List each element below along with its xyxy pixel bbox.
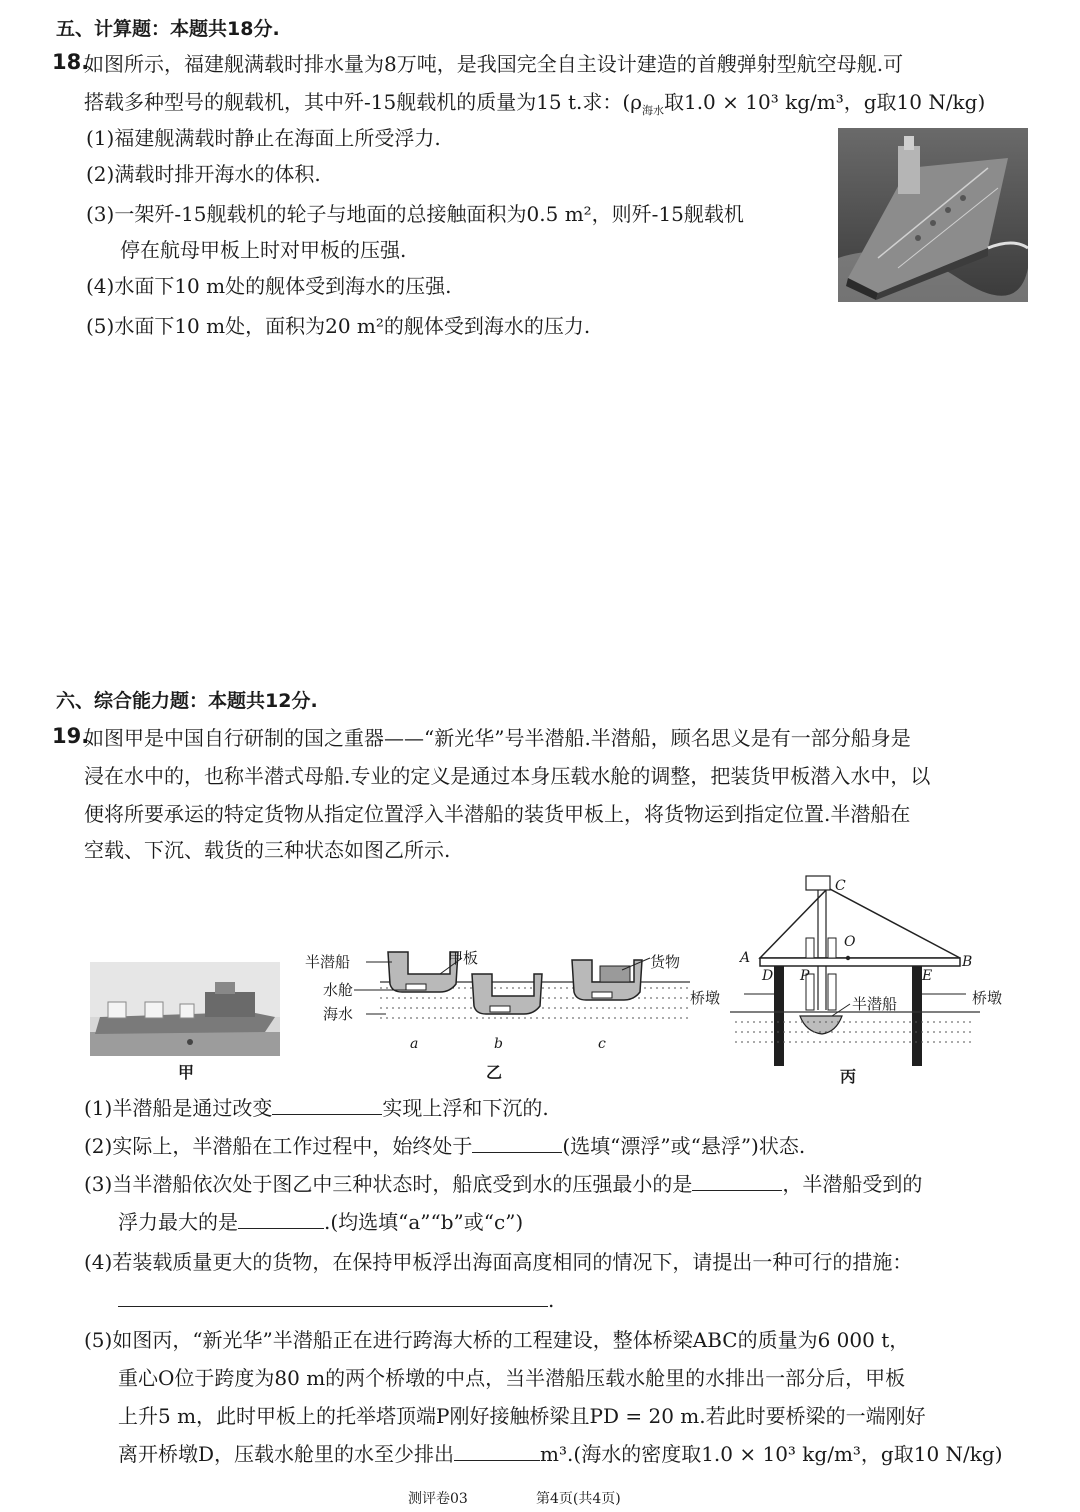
- q19-stem-line4: 空载、下沉、载货的三种状态如图乙所示.: [84, 838, 451, 862]
- q19-stem-line2: 浸在水中的，也称半潜式母船.专业的定义是通过本身压载水舱的调整，把装货甲板潜入水中，以: [84, 764, 931, 788]
- bridge-label-b: B: [962, 954, 973, 970]
- q18-part1: (1)福建舰满载时静止在海面上所受浮力.: [86, 126, 441, 150]
- bridge-diagram: [730, 870, 1030, 1070]
- footer-page-number: 第4页(共4页): [536, 1491, 621, 1507]
- answer-blank-3a[interactable]: [692, 1168, 782, 1191]
- state-label-b: b: [494, 1036, 503, 1052]
- q18-number: 18.: [52, 50, 90, 74]
- q18-stem-line2: 搭载多种型号的舰载机，其中歼-15舰载机的质量为15 t.求：($\rho_{海水}$取1.0 × 10³ kg/m³，g取10 N/kg): [84, 90, 986, 117]
- q18-part4: (4)水面下10 m处的舰体受到海水的压强.: [86, 274, 452, 298]
- right-pier: [912, 966, 922, 1066]
- left-pier: [774, 966, 784, 1066]
- label-water-tank: 水舱: [323, 981, 354, 999]
- q19-part3-line1: (3)当半潜船依次处于图乙中三种状态时，船底受到水的压强最小的是 ，半潜船受到的: [84, 1166, 922, 1202]
- semi-submersible-ship-photo: [90, 962, 280, 1056]
- q19-part4-line2: .: [118, 1282, 554, 1318]
- answer-blank-4[interactable]: [118, 1284, 548, 1307]
- q19-number: 19.: [52, 724, 90, 748]
- section-6-title: 六、综合能力题：本题共12分.: [56, 690, 318, 712]
- q19-part5-line2: 重心O位于跨度为80 m的两个桥墩的中点，当半潜船压载水舱里的水排出一部分后，甲板: [118, 1366, 906, 1390]
- q18-part2: (2)满载时排开海水的体积.: [86, 162, 321, 186]
- q19-part5-line4: 离开桥墩D，压载水舱里的水至少排出 m³.(海水的密度取1.0 × 10³ kg/m³，g取10 N/kg): [118, 1436, 1003, 1472]
- centroid-point-o: [846, 956, 850, 960]
- label-deck: 甲板: [448, 949, 479, 967]
- q19-stem-line1: 如图甲是中国自行研制的国之重器——“新光华”号半潜船.半潜船，顾名思义是有一部分船身是: [84, 726, 911, 750]
- footer-paper-id: 测评卷03: [408, 1491, 468, 1507]
- figure-bing-caption: 丙: [840, 1067, 857, 1086]
- state-label-a: a: [410, 1036, 419, 1052]
- q19-part5-line1: (5)如图丙，“新光华”半潜船正在进行跨海大桥的工程建设，整体桥梁ABC的质量为6 000 t，: [84, 1328, 910, 1352]
- bridge-label-e: E: [922, 968, 933, 984]
- bridge-label-p: P: [800, 968, 810, 984]
- label-seawater: 海水: [323, 1005, 354, 1023]
- q18-part3-line2: 停在航母甲板上时对甲板的压强.: [120, 238, 407, 262]
- ship-state-b: [472, 974, 542, 1014]
- q19-part3-line2: 浮力最大的是 .(均选填“a”“b”或“c”): [118, 1204, 523, 1240]
- q19-stem-line3: 便将所要承运的特定货物从指定位置浮入半潜船的装货甲板上，将货物运到指定位置.半潜船在: [84, 802, 911, 826]
- bridge-label-d: D: [762, 968, 774, 984]
- q19-part1: (1)半潜船是通过改变 实现上浮和下沉的.: [84, 1090, 549, 1126]
- figure-jia-caption: 甲: [178, 1063, 195, 1082]
- answer-blank-3b[interactable]: [238, 1206, 324, 1229]
- figure-yi-caption: 乙: [486, 1063, 503, 1082]
- bridge-label-c: C: [835, 878, 846, 894]
- q18-part5: (5)水面下10 m处，面积为20 m²的舰体受到海水的压力.: [86, 314, 591, 338]
- label-bridge-ship: 半潜船: [852, 995, 898, 1013]
- q19-part5-line3: 上升5 m，此时甲板上的托举塔顶端P刚好接触桥梁且PD = 20 m.若此时要桥梁的一端刚好: [118, 1404, 926, 1428]
- answer-blank-2[interactable]: [472, 1130, 562, 1153]
- q18-stem-line1: 如图所示，福建舰满载时排水量为8万吨，是我国完全自主设计建造的首艘弹射型航空母舰.可: [84, 52, 904, 76]
- label-pier-left: 桥墩: [690, 989, 721, 1007]
- answer-blank-5[interactable]: [454, 1438, 540, 1461]
- answer-blank-1[interactable]: [272, 1092, 382, 1115]
- q19-part2: (2)实际上，半潜船在工作过程中，始终处于 (选填“漂浮”或“悬浮”)状态.: [84, 1128, 805, 1164]
- section-5-title: 五、计算题：本题共18分.: [56, 18, 280, 40]
- bridge-label-a: A: [740, 950, 751, 966]
- q19-part4-line1: (4)若装载质量更大的货物，在保持甲板浮出海面高度相同的情况下，请提出一种可行的措施：: [84, 1250, 913, 1274]
- label-pier-right: 桥墩: [972, 989, 1003, 1007]
- state-label-c: c: [598, 1036, 606, 1052]
- label-cargo: 货物: [650, 953, 681, 971]
- bridge-label-o: O: [844, 934, 856, 950]
- q18-part3-line1: (3)一架歼-15舰载机的轮子与地面的总接触面积为0.5 m²，则歼-15舰载机: [86, 202, 744, 226]
- label-semi-sub-ship: 半潜船: [305, 953, 351, 971]
- aircraft-carrier-photo: [838, 128, 1028, 302]
